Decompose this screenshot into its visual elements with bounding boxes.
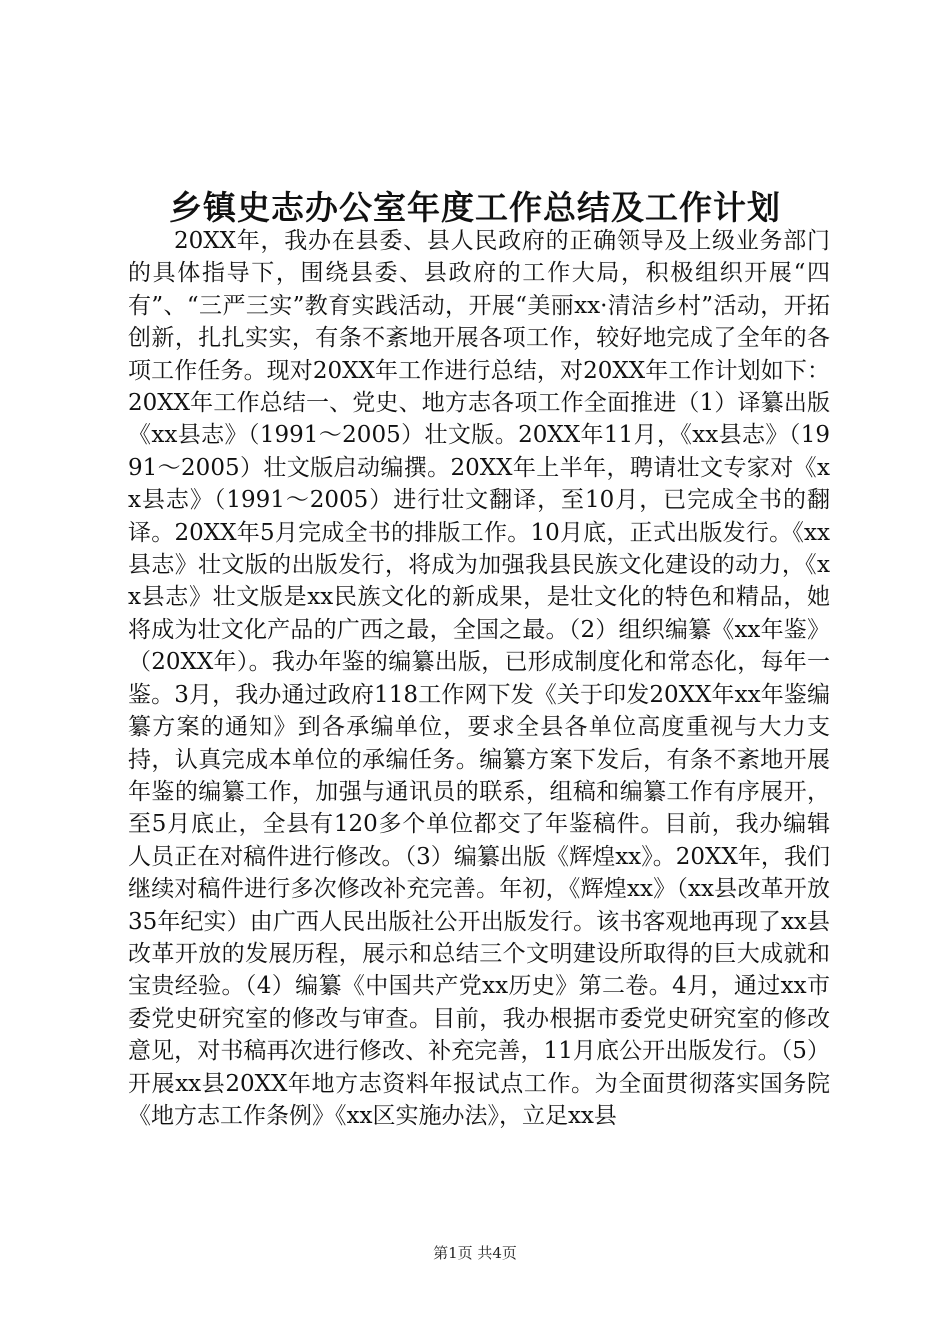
- document-body: 20XX年，我办在县委、县人民政府的正确领导及上级业务部门的具体指导下，围绕县委、县政府的工作大局，积极组织开展“四有”、“三严三实”教育实践活动，开展“美丽xx·清洁乡村”活动，开拓创新，扎扎实实，有条不紊地开展各项工作，较好地完成了全年的各项工作任务。现对20XX年工作进行总结，对20XX年工作计划如下：20XX年工作总结一、党史、地方志各项工作全面推进（1）译纂出版《xx县志》（1991～2005）壮文版。20XX年11月，《xx县志》（1991～2005）壮文版启动编撰。20XX年上半年，聘请壮文专家对《xx县志》（1991～2005）进行壮文翻译，至10月，已完成全书的翻译。20XX年5月完成全书的排版工作。10月底，正式出版发行。《xx县志》壮文版的出版发行，将成为加强我县民族文化建设的动力，《xx县志》壮文版是xx民族文化的新成果，是壮文化的特色和精品，她将成为壮文化产品的广西之最，全国之最。（2）组织编纂《xx年鉴》（20XX年）。我办年鉴的编纂出版，已形成制度化和常态化，每年一鉴。3月，我办通过政府118工作网下发《关于印发20XX年xx年鉴编纂方案的通知》到各承编单位，要求全县各单位高度重视与大力支持，认真完成本单位的承编任务。编纂方案下发后，有条不紊地开展年鉴的编纂工作，加强与通讯员的联系，组稿和编纂工作有序展开，至5月底止，全县有120多个单位都交了年鉴稿件。目前，我办编辑人员正在对稿件进行修改。（3）编纂出版《辉煌xx》。20XX年，我们继续对稿件进行多次修改补充完善。年初，《辉煌xx》（xx县改革开放35年纪实）由广西人民出版社公开出版发行。该书客观地再现了xx县改革开放的发展历程，展示和总结三个文明建设所取得的巨大成就和宝贵经验。（4）编纂《中国共产党xx历史》第二卷。4月，通过xx市委党史研究室的修改与审查。目前，我办根据市委党史研究室的修改意见，对书稿再次进行修改、补充完善，11月底公开出版发行。（5）开展xx县20XX年地方志资料年报试点工作。为全面贯彻落实国务院《地方志工作条例》《xx区实施办法》，立足xx县: [128, 228, 830, 1129]
- page-number-footer: 第1页 共4页: [433, 1244, 517, 1262]
- document-title: 乡镇史志办公室年度工作总结及工作计划: [169, 188, 781, 227]
